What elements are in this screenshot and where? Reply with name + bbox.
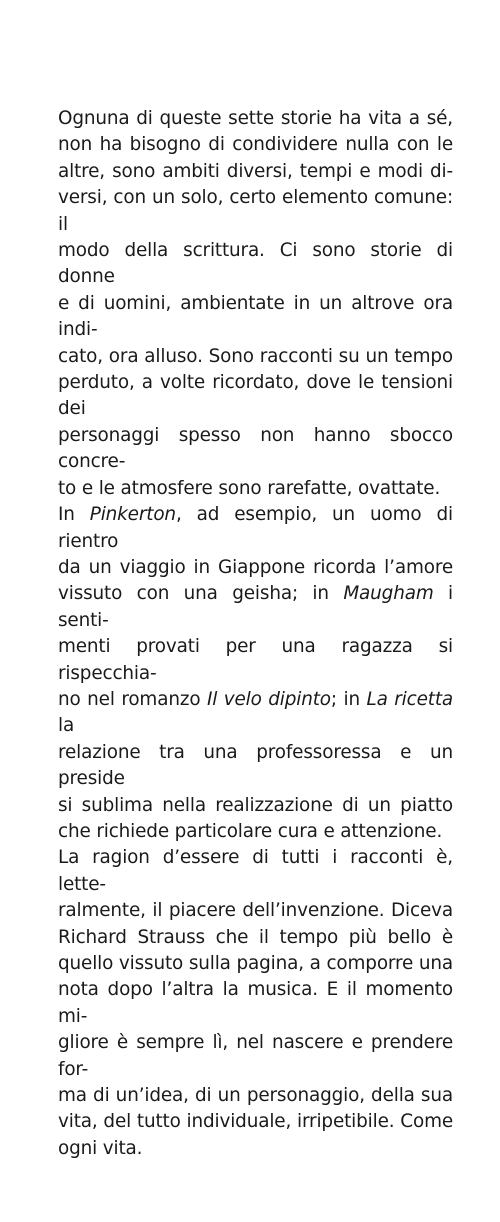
text-run: versi, con un solo, certo elemento comune: il bbox=[58, 187, 453, 235]
text-line bbox=[58, 291, 453, 344]
text-run: non ha bisogno di condividere nulla con le bbox=[58, 134, 453, 156]
text-run: altre, sono ambiti diversi, tempi e modi di- bbox=[58, 160, 453, 182]
text-run: i senti- bbox=[58, 583, 454, 631]
text-line bbox=[58, 476, 453, 502]
text-run: personaggi spesso non hanno sbocco concre- bbox=[58, 424, 453, 473]
text-line bbox=[58, 344, 453, 370]
text-line bbox=[58, 132, 453, 158]
text-run: vita, del tutto individuale, irripetibile. Come bbox=[58, 1111, 453, 1133]
text-line bbox=[58, 502, 453, 555]
text-line bbox=[58, 977, 453, 1030]
text-line bbox=[58, 185, 453, 238]
text-line bbox=[58, 951, 453, 977]
text-run: si sublima nella realizzazione di un piatto bbox=[58, 794, 453, 816]
paragraph bbox=[58, 502, 453, 845]
text-line bbox=[58, 1030, 453, 1083]
blurb-text bbox=[58, 106, 453, 1162]
text-run: perduto, a volte ricordato, dove le tensioni dei bbox=[58, 372, 453, 420]
text-run: Ognuna di queste sette storie ha vita a sé, bbox=[58, 108, 453, 129]
text-line bbox=[58, 845, 453, 898]
text-run: cato, ora alluso. Sono racconti su un tempo bbox=[58, 345, 453, 367]
italic-title: Maugham bbox=[343, 583, 434, 605]
text-run: relazione tra una professoressa e un preside bbox=[58, 741, 453, 790]
text-run: ralmente, il piacere dell’invenzione. Diceva bbox=[58, 900, 453, 922]
text-line bbox=[58, 634, 453, 687]
text-line bbox=[58, 1083, 453, 1109]
text-run: che richiede particolare cura e attenzione. bbox=[58, 820, 443, 842]
text-run: da un viaggio in Giappone ricorda l’amore bbox=[58, 556, 453, 578]
text-line bbox=[58, 238, 453, 291]
text-run: modo della scrittura. Ci sono storie di donne bbox=[58, 240, 453, 288]
text-line bbox=[58, 687, 453, 740]
text-line bbox=[58, 819, 453, 845]
text-run: no nel romanzo bbox=[58, 688, 207, 710]
text-line bbox=[58, 898, 453, 924]
text-run: e di uomini, ambientate in un altrove ora indi- bbox=[58, 292, 453, 341]
text-line bbox=[58, 793, 453, 819]
text-run: gliore è sempre lì, nel nascere e prendere for- bbox=[58, 1032, 453, 1080]
text-line bbox=[58, 106, 453, 132]
text-line bbox=[58, 1136, 453, 1162]
paragraph bbox=[58, 845, 453, 1162]
text-line bbox=[58, 581, 453, 634]
italic-title: Il velo dipinto bbox=[206, 688, 331, 710]
text-run: ; in bbox=[330, 688, 367, 710]
italic-title: Pinkerton bbox=[89, 504, 176, 526]
text-run: In bbox=[58, 504, 90, 526]
text-line bbox=[58, 555, 453, 581]
text-line bbox=[58, 925, 453, 951]
text-line bbox=[58, 370, 453, 423]
text-run: , ad esempio, un uomo di rientro bbox=[58, 504, 454, 552]
paragraph bbox=[58, 106, 453, 502]
text-run: vissuto con una geisha; in bbox=[58, 583, 344, 605]
text-line bbox=[58, 1109, 453, 1135]
text-line bbox=[58, 423, 453, 476]
text-run: Richard Strauss che il tempo più bello è bbox=[58, 926, 453, 948]
text-run: to e le atmosfere sono rarefatte, ovattate. bbox=[58, 477, 441, 499]
text-run: La ragion d’essere di tutti i racconti è, lette- bbox=[58, 847, 453, 895]
text-run: nota dopo l’altra la musica. E il momento mi- bbox=[58, 979, 453, 1027]
text-run: ma di un’idea, di un personaggio, della sua bbox=[58, 1085, 453, 1107]
text-line bbox=[58, 159, 453, 185]
italic-title: La ricetta bbox=[366, 688, 453, 710]
text-run: ogni vita. bbox=[58, 1137, 143, 1159]
text-line bbox=[58, 740, 453, 793]
text-run: quello vissuto sulla pagina, a comporre una bbox=[58, 953, 454, 974]
text-run: la bbox=[58, 715, 75, 737]
text-run: menti provati per una ragazza si rispecchia- bbox=[58, 636, 453, 684]
